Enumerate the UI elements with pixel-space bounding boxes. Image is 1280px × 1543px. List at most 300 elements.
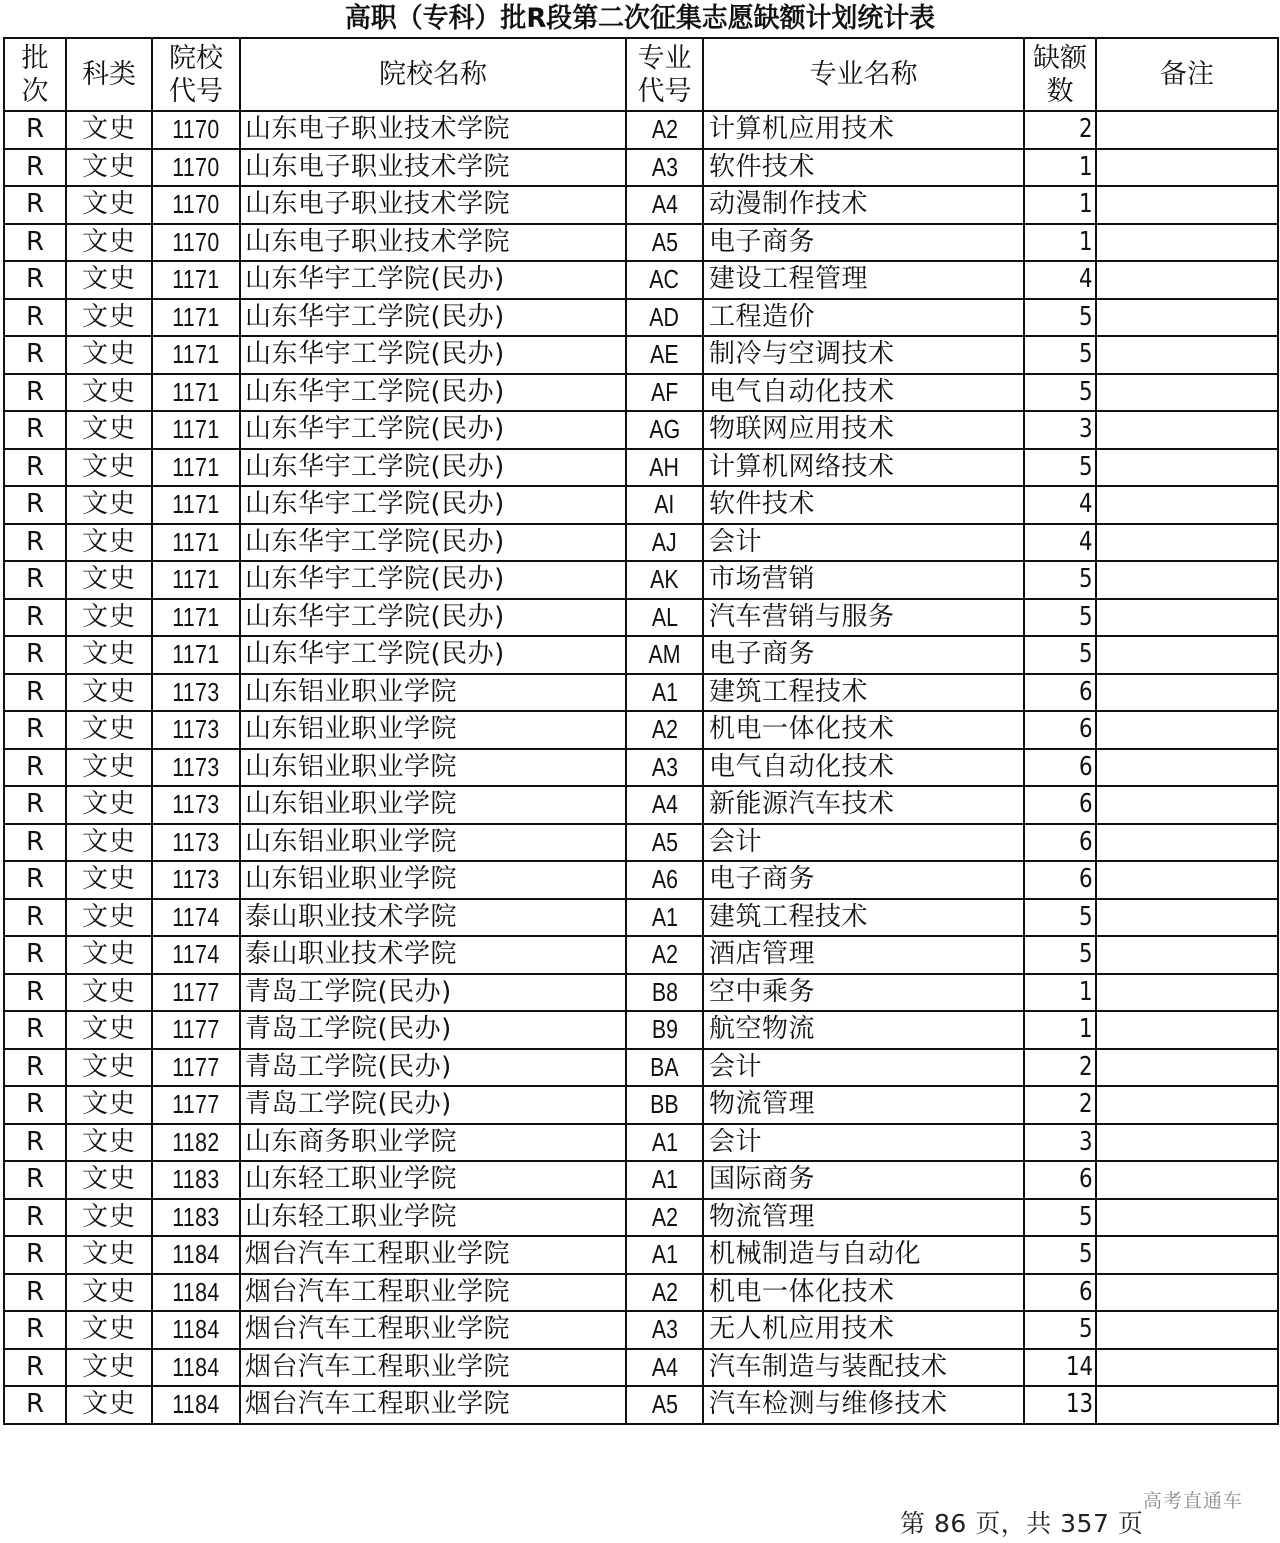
cell-subject: 文史 [66,374,152,412]
cell-subject: 文史 [66,186,152,224]
quota-plan-table [3,37,1279,1425]
cell-batch: R [4,1049,66,1087]
cell-batch: R [4,599,66,637]
cell-major-code [626,449,703,487]
table-row [4,824,1278,862]
cell-quota [1024,374,1096,412]
cell-school-code-text: 1170 [172,226,220,257]
cell-major-code [626,824,703,862]
cell-subject: 文史 [66,974,152,1012]
table-header-row [4,38,1278,111]
cell-note [1096,1124,1278,1162]
cell-quota [1024,1086,1096,1124]
cell-school-code-text: 1171 [172,264,220,295]
cell-quota [1024,749,1096,787]
cell-school-code [152,749,240,787]
header-batch-line2: 次 [21,75,49,107]
cell-school-name: 山东华宇工学院(民办) [240,374,626,412]
cell-major-code-text: A4 [651,789,678,820]
cell-school-code [152,1086,240,1124]
cell-major-code [626,524,703,562]
cell-quota [1024,261,1096,299]
cell-note [1096,111,1278,149]
table-row [4,1236,1278,1274]
cell-school-code-text: 1174 [172,901,220,932]
cell-note [1096,561,1278,599]
cell-school-code [152,1386,240,1424]
cell-quota [1024,1236,1096,1274]
table-row [4,374,1278,412]
cell-subject: 文史 [66,749,152,787]
cell-subject: 文史 [66,936,152,974]
cell-batch: R [4,336,66,374]
cell-batch: R [4,636,66,674]
table-row [4,1311,1278,1349]
cell-batch: R [4,261,66,299]
table-row [4,711,1278,749]
cell-school-code [152,1199,240,1237]
cell-quota-text: 2 [1079,1051,1093,1082]
cell-school-code-text: 1173 [172,864,220,895]
cell-note [1096,636,1278,674]
cell-major-code-text: BB [650,1089,679,1120]
cell-subject: 文史 [66,1199,152,1237]
cell-note [1096,374,1278,412]
cell-major-code-text: AG [649,414,680,445]
cell-major-name: 机电一体化技术 [703,711,1024,749]
cell-major-code-text: A3 [651,1314,678,1345]
table-row [4,599,1278,637]
cell-batch: R [4,786,66,824]
page-indicator: 第 86 页，共 357 页 [900,1509,1144,1538]
cell-quota [1024,636,1096,674]
cell-major-code [626,1236,703,1274]
cell-school-code [152,449,240,487]
header-batch [4,38,66,111]
cell-school-code [152,786,240,824]
cell-major-code-text: A2 [651,714,678,745]
cell-batch: R [4,899,66,937]
cell-note [1096,1011,1278,1049]
cell-batch: R [4,749,66,787]
cell-school-name: 山东电子职业技术学院 [240,224,626,262]
cell-quota-text: 5 [1079,601,1093,632]
cell-quota [1024,449,1096,487]
cell-school-name: 山东华宇工学院(民办) [240,636,626,674]
cell-school-name: 烟台汽车工程职业学院 [240,1274,626,1312]
table-row [4,149,1278,187]
cell-quota-text: 1 [1079,1014,1093,1045]
table-row [4,336,1278,374]
cell-school-name: 山东轻工职业学院 [240,1161,626,1199]
cell-quota [1024,1311,1096,1349]
cell-quota [1024,561,1096,599]
cell-school-name: 山东华宇工学院(民办) [240,486,626,524]
cell-quota-text: 6 [1079,751,1093,782]
cell-major-name: 物流管理 [703,1199,1024,1237]
cell-school-name: 烟台汽车工程职业学院 [240,1386,626,1424]
cell-note [1096,599,1278,637]
header-major-code [626,38,703,111]
cell-quota [1024,824,1096,862]
cell-quota-text: 3 [1079,1126,1093,1157]
cell-major-code [626,186,703,224]
cell-note [1096,149,1278,187]
cell-school-code [152,599,240,637]
cell-note [1096,786,1278,824]
cell-major-code [626,411,703,449]
cell-batch: R [4,111,66,149]
cell-major-code [626,336,703,374]
cell-major-code [626,636,703,674]
cell-subject: 文史 [66,111,152,149]
cell-major-code [626,786,703,824]
cell-major-code [626,936,703,974]
cell-note [1096,824,1278,862]
cell-quota-text: 6 [1079,789,1093,820]
cell-school-code-text: 1171 [172,489,220,520]
cell-batch: R [4,1274,66,1312]
cell-quota [1024,1386,1096,1424]
cell-school-name: 烟台汽车工程职业学院 [240,1311,626,1349]
cell-quota-text: 5 [1079,451,1093,482]
cell-subject: 文史 [66,1386,152,1424]
cell-quota-text: 5 [1079,939,1093,970]
cell-major-code-text: AD [649,301,680,332]
cell-major-name: 市场营销 [703,561,1024,599]
document-title: 高职（专科）批R段第二次征集志愿缺额计划统计表 [344,3,936,34]
cell-major-code [626,749,703,787]
cell-major-code-text: A3 [651,751,678,782]
table-row [4,1086,1278,1124]
cell-subject: 文史 [66,486,152,524]
table-row [4,261,1278,299]
cell-quota-text: 1 [1079,226,1093,257]
cell-school-code [152,936,240,974]
cell-quota [1024,936,1096,974]
cell-school-name: 山东华宇工学院(民办) [240,449,626,487]
cell-school-code-text: 1171 [172,639,220,670]
cell-major-code [626,299,703,337]
cell-quota-text: 1 [1079,189,1093,220]
cell-major-code-text: A1 [651,1126,678,1157]
cell-quota [1024,411,1096,449]
cell-batch: R [4,1124,66,1162]
cell-school-code [152,374,240,412]
cell-major-name: 动漫制作技术 [703,186,1024,224]
table-row [4,1011,1278,1049]
cell-major-name: 建筑工程技术 [703,674,1024,712]
cell-school-name: 山东铝业职业学院 [240,674,626,712]
cell-note [1096,1236,1278,1274]
cell-quota [1024,336,1096,374]
cell-school-name: 山东华宇工学院(民办) [240,411,626,449]
cell-subject: 文史 [66,1236,152,1274]
cell-school-name: 山东轻工职业学院 [240,1199,626,1237]
cell-school-code-text: 1171 [172,564,220,595]
cell-school-name: 青岛工学院(民办) [240,1086,626,1124]
cell-quota [1024,711,1096,749]
cell-major-code [626,1124,703,1162]
cell-major-name: 物流管理 [703,1086,1024,1124]
table-row [4,186,1278,224]
cell-major-code-text: A2 [651,1201,678,1232]
cell-major-code [626,1311,703,1349]
cell-major-code [626,899,703,937]
cell-subject: 文史 [66,336,152,374]
cell-school-code [152,524,240,562]
cell-batch: R [4,561,66,599]
cell-note [1096,899,1278,937]
cell-batch: R [4,149,66,187]
cell-batch: R [4,186,66,224]
cell-school-name: 山东华宇工学院(民办) [240,599,626,637]
cell-batch: R [4,374,66,412]
table-row [4,974,1278,1012]
cell-school-code [152,1349,240,1387]
table-row [4,861,1278,899]
cell-school-code [152,486,240,524]
cell-major-name: 电子商务 [703,861,1024,899]
cell-school-code [152,1011,240,1049]
cell-batch: R [4,224,66,262]
cell-school-code [152,636,240,674]
cell-major-code-text: A5 [651,1389,678,1420]
cell-major-name: 新能源汽车技术 [703,786,1024,824]
cell-note [1096,524,1278,562]
cell-major-code-text: BA [650,1051,679,1082]
cell-major-code [626,149,703,187]
cell-major-name: 工程造价 [703,299,1024,337]
table-row [4,899,1278,937]
cell-quota [1024,524,1096,562]
cell-school-name: 山东华宇工学院(民办) [240,261,626,299]
header-subject: 科类 [66,38,152,111]
cell-note [1096,336,1278,374]
table-row [4,1274,1278,1312]
cell-quota [1024,1349,1096,1387]
cell-major-code-text: A2 [651,114,678,145]
cell-school-name: 山东电子职业技术学院 [240,186,626,224]
cell-major-code [626,861,703,899]
cell-batch: R [4,1386,66,1424]
cell-subject: 文史 [66,1124,152,1162]
cell-quota-text: 4 [1079,526,1093,557]
cell-subject: 文史 [66,824,152,862]
cell-school-code [152,861,240,899]
cell-major-code-text: A5 [651,826,678,857]
cell-note [1096,1161,1278,1199]
cell-major-code-text: A1 [651,1239,678,1270]
cell-major-code-text: AK [650,564,679,595]
cell-quota [1024,786,1096,824]
cell-batch: R [4,486,66,524]
cell-major-code [626,599,703,637]
cell-note [1096,449,1278,487]
cell-major-code [626,261,703,299]
table-row [4,1124,1278,1162]
cell-subject: 文史 [66,636,152,674]
cell-school-name: 泰山职业技术学院 [240,899,626,937]
cell-batch: R [4,449,66,487]
cell-school-name: 青岛工学院(民办) [240,1049,626,1087]
cell-school-code-text: 1177 [172,1014,220,1045]
cell-subject: 文史 [66,1049,152,1087]
cell-note [1096,1386,1278,1424]
cell-note [1096,1349,1278,1387]
cell-major-code [626,1086,703,1124]
cell-batch: R [4,1086,66,1124]
cell-note [1096,486,1278,524]
cell-note [1096,674,1278,712]
cell-school-code-text: 1173 [172,789,220,820]
cell-school-code-text: 1177 [172,1051,220,1082]
cell-school-name: 山东铝业职业学院 [240,824,626,862]
cell-school-code [152,1311,240,1349]
cell-major-name: 机械制造与自动化 [703,1236,1024,1274]
cell-batch: R [4,411,66,449]
cell-school-name: 青岛工学院(民办) [240,974,626,1012]
cell-school-code [152,336,240,374]
cell-school-code-text: 1173 [172,676,220,707]
cell-major-code-text: AL [651,601,678,632]
cell-school-name: 山东铝业职业学院 [240,749,626,787]
cell-major-name: 会计 [703,524,1024,562]
cell-quota-text: 2 [1079,1089,1093,1120]
cell-quota-text: 5 [1079,564,1093,595]
cell-batch: R [4,524,66,562]
cell-quota [1024,1049,1096,1087]
cell-note [1096,936,1278,974]
cell-quota [1024,1199,1096,1237]
table-row [4,674,1278,712]
cell-quota [1024,486,1096,524]
table-row [4,1199,1278,1237]
watermark: 高考直通车 [1143,1490,1244,1512]
cell-note [1096,299,1278,337]
cell-major-name: 汽车制造与装配技术 [703,1349,1024,1387]
cell-note [1096,749,1278,787]
cell-school-code-text: 1170 [172,151,220,182]
cell-quota [1024,224,1096,262]
cell-school-code [152,561,240,599]
cell-note [1096,1274,1278,1312]
cell-quota [1024,899,1096,937]
cell-batch: R [4,861,66,899]
cell-school-name: 烟台汽车工程职业学院 [240,1349,626,1387]
cell-quota-text: 13 [1065,1389,1093,1420]
cell-major-code [626,224,703,262]
cell-school-code [152,674,240,712]
cell-major-name: 汽车检测与维修技术 [703,1386,1024,1424]
cell-school-name: 山东电子职业技术学院 [240,149,626,187]
table-row [4,486,1278,524]
cell-major-code-text: AH [649,451,680,482]
table-body [4,111,1278,1424]
cell-note [1096,1199,1278,1237]
cell-school-code-text: 1171 [172,339,220,370]
cell-quota-text: 5 [1079,1239,1093,1270]
table-row [4,1049,1278,1087]
cell-major-name: 汽车营销与服务 [703,599,1024,637]
cell-quota-text: 6 [1079,864,1093,895]
header-school-code [152,38,240,111]
cell-major-code-text: AE [650,339,679,370]
cell-major-code-text: A3 [651,151,678,182]
cell-school-code-text: 1170 [172,114,220,145]
cell-subject: 文史 [66,1274,152,1312]
cell-major-name: 酒店管理 [703,936,1024,974]
cell-subject: 文史 [66,711,152,749]
cell-major-name: 会计 [703,824,1024,862]
cell-major-name: 电子商务 [703,636,1024,674]
table-row [4,524,1278,562]
table-row [4,224,1278,262]
table-row [4,636,1278,674]
cell-batch: R [4,1236,66,1274]
cell-subject: 文史 [66,561,152,599]
cell-quota [1024,1124,1096,1162]
cell-batch: R [4,1161,66,1199]
cell-subject: 文史 [66,861,152,899]
cell-major-code [626,674,703,712]
header-school-name: 院校名称 [240,38,626,111]
cell-quota [1024,861,1096,899]
cell-major-name: 软件技术 [703,486,1024,524]
cell-quota [1024,1011,1096,1049]
cell-school-code-text: 1183 [172,1201,220,1232]
cell-quota-text: 4 [1079,489,1093,520]
cell-note [1096,711,1278,749]
cell-quota-text: 6 [1079,1276,1093,1307]
cell-batch: R [4,824,66,862]
cell-subject: 文史 [66,1161,152,1199]
cell-quota [1024,1161,1096,1199]
cell-major-code-text: B8 [651,976,678,1007]
cell-quota-text: 6 [1079,714,1093,745]
cell-major-code [626,711,703,749]
cell-school-code [152,711,240,749]
cell-quota-text: 1 [1079,976,1093,1007]
cell-school-code-text: 1184 [172,1276,220,1307]
cell-batch: R [4,1199,66,1237]
cell-quota-text: 1 [1079,151,1093,182]
cell-batch: R [4,711,66,749]
cell-major-name: 软件技术 [703,149,1024,187]
cell-major-code [626,1386,703,1424]
header-major-name: 专业名称 [703,38,1024,111]
cell-major-code [626,1349,703,1387]
cell-quota-text: 5 [1079,901,1093,932]
cell-subject: 文史 [66,149,152,187]
table-row [4,111,1278,149]
table-row [4,1161,1278,1199]
cell-quota-text: 2 [1079,114,1093,145]
cell-school-code-text: 1174 [172,939,220,970]
cell-major-name: 电子商务 [703,224,1024,262]
cell-major-code [626,1011,703,1049]
cell-school-name: 山东商务职业学院 [240,1124,626,1162]
cell-school-code [152,149,240,187]
cell-note [1096,1049,1278,1087]
cell-school-code-text: 1173 [172,826,220,857]
cell-school-code-text: 1177 [172,976,220,1007]
cell-school-code-text: 1183 [172,1164,220,1195]
cell-quota-text: 5 [1079,1314,1093,1345]
cell-quota-text: 5 [1079,639,1093,670]
cell-school-code [152,411,240,449]
cell-school-code-text: 1182 [172,1126,220,1157]
